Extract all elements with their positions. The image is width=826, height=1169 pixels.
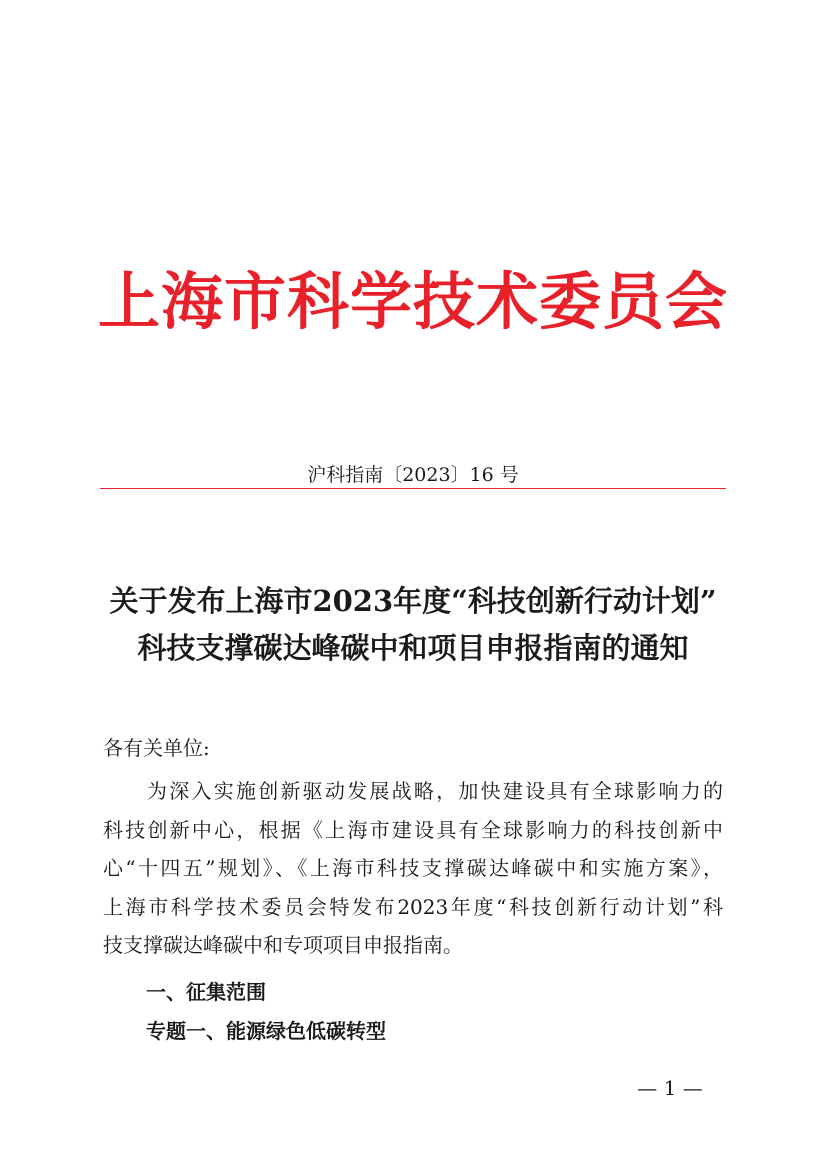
body-line: 心“十四五”规划》、《上海市科技支撑碳达峰碳中和实施方案》， [103,856,723,880]
salutation: 各有关单位: [103,736,210,760]
title-line-1: 关于发布上海市2023年度“科技创新行动计划” [109,584,717,618]
body-line: 技支撑碳达峰碳中和专项项目申报指南。 [103,933,463,957]
body-paragraph [103,772,723,965]
section-heading: 一、征集范围 [146,980,266,1004]
page-number: — 1 — [637,1076,703,1100]
document-title [60,578,766,672]
body-line: 上海市科学技术委员会特发布2023年度“科技创新行动计划”科 [103,894,723,919]
document-number: 沪科指南〔2023〕16 号 [307,464,519,486]
body-line: 科技创新中心，根据《上海市建设具有全球影响力的科技创新中 [103,817,723,842]
letterhead-issuer: 上海市科学技术委员会 [97,265,728,338]
title-line-2: 科技支撑碳达峰碳中和项目申报指南的通知 [137,631,689,665]
body-line: 为深入实施创新驱动发展战略，加快建设具有全球影响力的 [147,779,723,803]
letterhead-divider [100,488,726,489]
topic-heading: 专题一、能源绿色低碳转型 [146,1019,386,1043]
